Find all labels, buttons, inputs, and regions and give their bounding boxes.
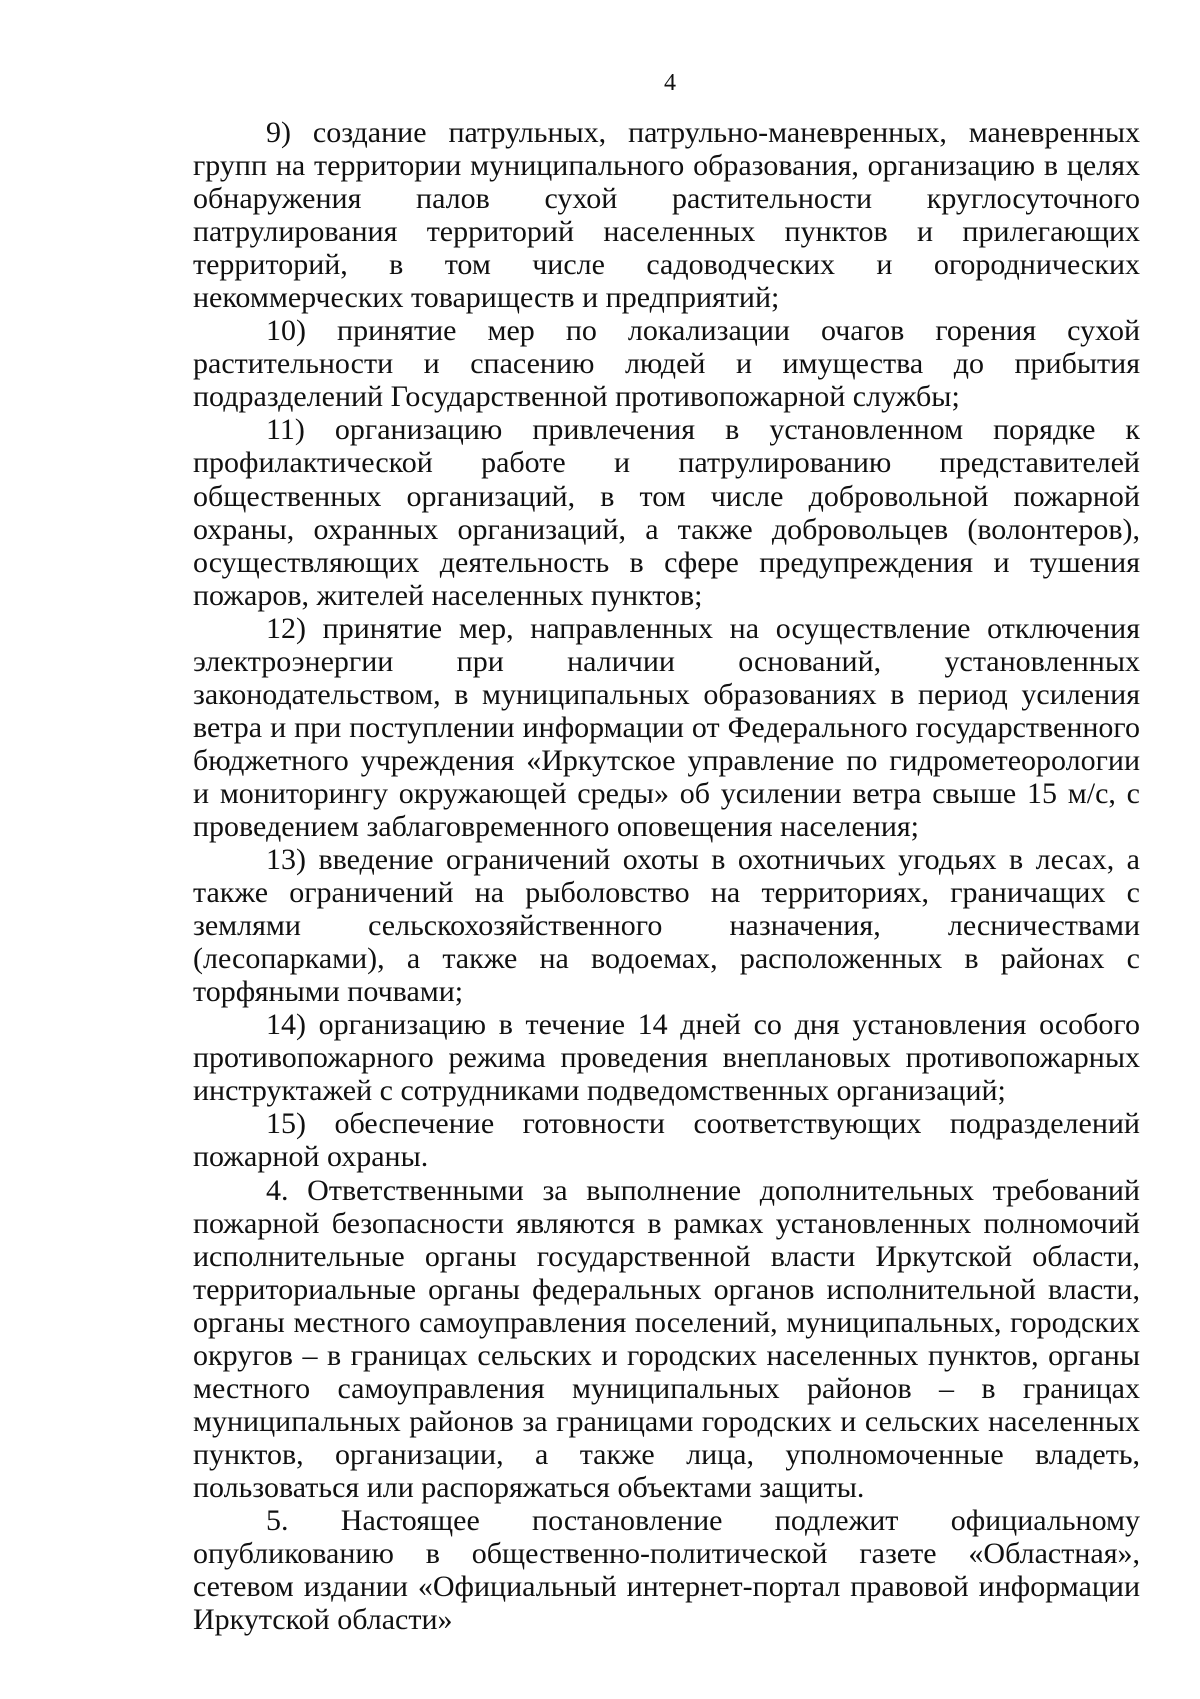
- paragraph-item-9: 9) создание патрульных, патрульно-маневренных, маневренных групп на территории муниципального образования, организацию в целях обнаружения палов сухой растительности круглосуточного патрулирования территорий населенных пунктов и прилегающих территорий, в том числе садоводческих и огороднических некоммерческих товариществ и предприятий;: [193, 116, 1140, 315]
- paragraph-item-10: 10) принятие мер по локализации очагов горения сухой растительности и спасению людей и имущества до прибытия подразделений Государственной противопожарной службы;: [193, 314, 1140, 414]
- page-number: 4: [664, 70, 676, 96]
- paragraph-item-13: 13) введение ограничений охоты в охотничьих угодьях в лесах, а также ограничений на рыболовство на территориях, граничащих с землями сельскохозяйственного назначения, лесничествами (лесопарками), а также на водоемах, расположенных в районах с торфяными почвами;: [193, 843, 1140, 1009]
- document-body: [193, 116, 1140, 1636]
- paragraph-item-15: 15) обеспечение готовности соответствующих подразделений пожарной охраны.: [193, 1107, 1140, 1174]
- paragraph-item-11: 11) организацию привлечения в установленном порядке к профилактической работе и патрулированию представителей общественных организаций, в том числе добровольной пожарной охраны, охранных организаций, а также добровольцев (волонтеров), осуществляющих деятельность в сфере предупреждения и тушения пожаров, жителей населенных пунктов;: [193, 413, 1140, 612]
- paragraph-item-14: 14) организацию в течение 14 дней со дня установления особого противопожарного режима проведения внеплановых противопожарных инструктажей с сотрудниками подведомственных организаций;: [193, 1008, 1140, 1108]
- paragraph-item-12: 12) принятие мер, направленных на осуществление отключения электроэнергии при наличии оснований, установленных законодательством, в муниципальных образованиях в период усиления ветра и при поступлении информации от Федерального государственного бюджетного учреждения «Иркутское управление по гидрометеорологии и мониторингу окружающей среды» об усилении ветра свыше 15 м/с, с проведением заблаговременного оповещения населения;: [193, 611, 1140, 843]
- paragraph-section-4: 4. Ответственными за выполнение дополнительных требований пожарной безопасности являются в рамках установленных полномочий исполнительные органы государственной власти Иркутской области, территориальные органы федеральных органов исполнительной власти, органы местного самоуправления поселений, муниципальных, городских округов – в границах сельских и городских населенных пунктов, органы местного самоуправления муниципальных районов – в границах муниципальных районов за границами городских и сельских населенных пунктов, организации, а также лица, уполномоченные владеть, пользоваться или распоряжаться объектами защиты.: [193, 1173, 1140, 1504]
- paragraph-section-5: 5. Настоящее постановление подлежит официальному опубликованию в общественно-политической газете «Областная», сетевом издании «Официальный интернет-портал правовой информации Иркутской области»: [193, 1503, 1140, 1637]
